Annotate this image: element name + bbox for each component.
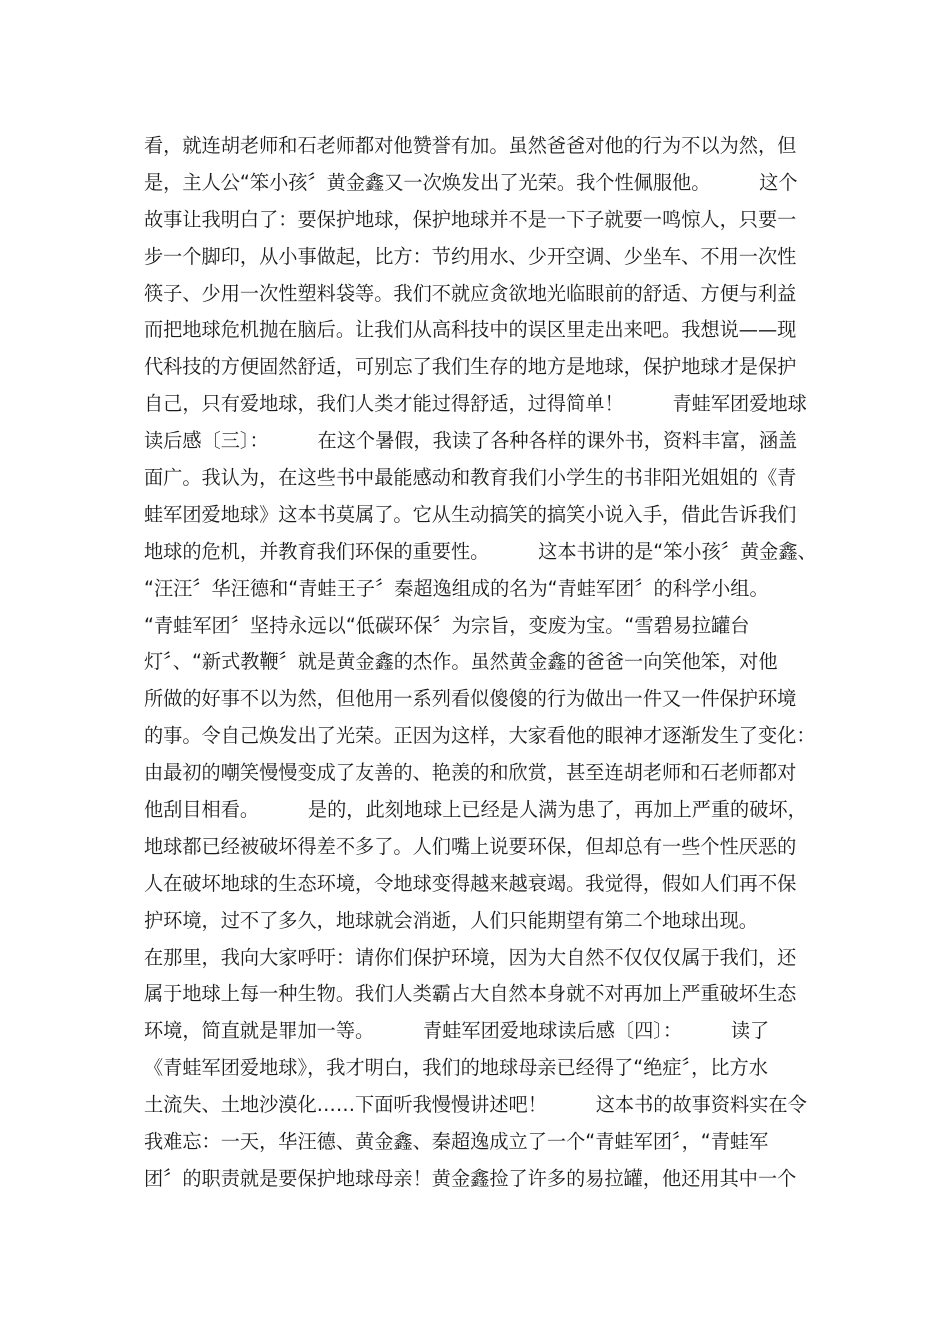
text-line: 代科技的方便固然舒适，可别忘了我们生存的地方是地球，保护地球才是保护 <box>144 355 797 379</box>
text-line: 的事。令自己焕发出了光荣。正因为这样，大家看他的眼神才逐渐发生了变化： <box>144 724 816 748</box>
text-line: 筷子、少用一次性塑料袋等。我们不就应贪欲地光临眼前的舒适、方便与利益 <box>144 281 797 305</box>
text-line: 自己，只有爱地球，我们人类才能过得舒适，过得简单！ 青蛙军团爱地球 <box>144 392 807 416</box>
text-line: 读后感〔三〕： 在这个暑假，我读了各种各样的课外书，资料丰富，涵盖 <box>144 429 798 453</box>
text-line: 他刮目相看。 是的，此刻地球上已经是人满为患了，再加上严重的破坏， <box>144 798 807 822</box>
text-line: 而把地球危机抛在脑后。让我们从高科技中的误区里走出来吧。我想说——现 <box>144 318 797 342</box>
text-line: 地球的危机，并教育我们环保的重要性。 这本书讲的是“笨小孩〞黄金鑫、 <box>144 539 817 563</box>
text-line: 面广。我认为，在这些书中最能感动和教育我们小学生的书非阳光姐姐的《青 <box>144 466 797 490</box>
text-line: 看，就连胡老师和石老师都对他赞誉有加。虽然爸爸对他的行为不以为然，但 <box>144 134 797 157</box>
text-line: 土流失、土地沙漠化……下面听我慢慢讲述吧！ 这本书的故事资料实在令 <box>144 1093 807 1117</box>
text-line: 灯〞、“新式教鞭〞就是黄金鑫的杰作。虽然黄金鑫的爸爸一向笑他笨，对他 <box>144 650 778 674</box>
text-line: “青蛙军团〞坚持永远以“低碳环保〞为宗旨，变废为宝。“雪碧易拉罐台 <box>144 613 750 637</box>
text-line: 所做的好事不以为然，但他用一系列看似傻傻的行为做出一件又一件保护环境 <box>144 687 797 711</box>
text-line: 是，主人公“笨小孩〞黄金鑫又一次焕发出了光荣。我个性佩服他。 这个 <box>144 170 798 194</box>
text-line: 在那里，我向大家呼吁：请你们保护环境，因为大自然不仅仅仅属于我们，还 <box>144 945 797 969</box>
text-line: 故事让我明白了：要保护地球，保护地球并不是一下子就要一鸣惊人，只要一 <box>144 207 797 231</box>
text-line: 护环境，过不了多久，地球就会消逝，人们只能期望有第二个地球出现。 <box>144 908 758 932</box>
text-line: 由最初的嘲笑慢慢变成了友善的、艳羡的和欣赏，甚至连胡老师和石老师都对 <box>144 761 797 785</box>
text-line: 步一个脚印，从小事做起，比方：节约用水、少开空调、少坐车、不用一次性 <box>144 244 797 268</box>
text-line: 地球都已经被破坏得差不多了。人们嘴上说要环保，但却总有一些个性厌恶的 <box>144 834 797 858</box>
text-line: 《青蛙军团爱地球》，我才明白，我们的地球母亲已经得了“绝症〞，比方水 <box>144 1056 768 1080</box>
text-line: 属于地球上每一种生物。我们人类霸占大自然本身就不对再加上严重破坏生态 <box>144 982 797 1006</box>
text-line: 我难忘：一天，华汪德、黄金鑫、秦超逸成立了一个“青蛙军团〞，“青蛙军 <box>144 1130 769 1154</box>
text-line: “汪汪〞华汪德和“青蛙王子〞秦超逸组成的名为“青蛙军团〞的科学小组。 <box>144 576 769 600</box>
body-text <box>144 128 834 1198</box>
text-line: 团〞的职责就是要保护地球母亲！黄金鑫捡了许多的易拉罐，他还用其中一个 <box>144 1166 797 1190</box>
text-line: 环境，简直就是罪加一等。 青蛙军团爱地球读后感〔四〕： 读了 <box>144 1019 770 1043</box>
text-line: 蛙军团爱地球》这本书莫属了。它从生动搞笑的搞笑小说入手，借此告诉我们 <box>144 502 797 526</box>
text-line: 人在破坏地球的生态环境，令地球变得越来越衰竭。我觉得，假如人们再不保 <box>144 871 797 895</box>
